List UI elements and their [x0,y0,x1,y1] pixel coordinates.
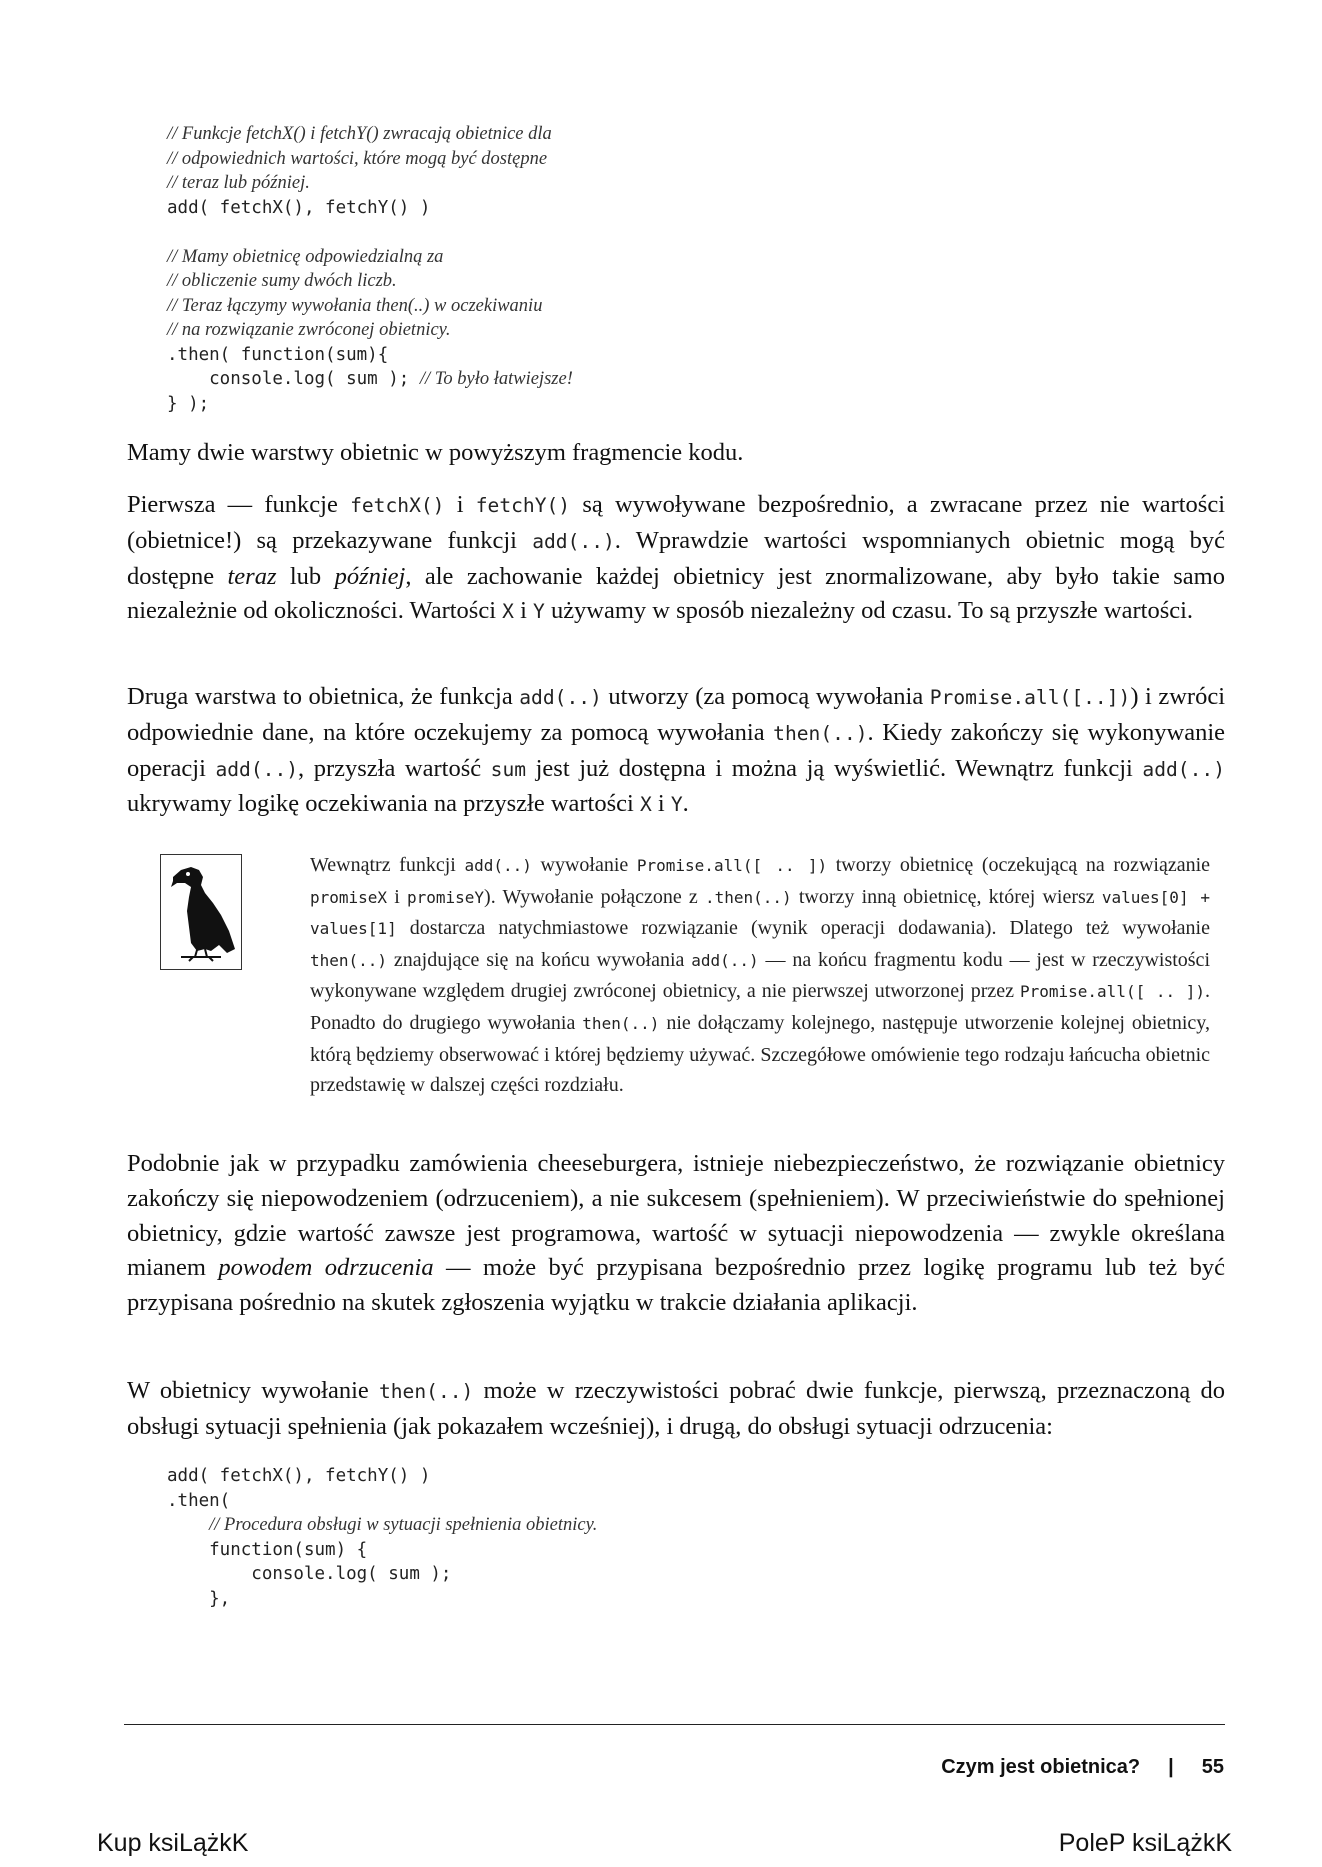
footer-rule [124,1724,1225,1725]
code-line [167,1562,597,1587]
text-run: , ale zachowanie każdej obietnicy jest znormalizowane, aby było takie samo niezależnie od okoliczności. Wartości [127,562,1225,625]
code-line [167,294,573,319]
text-run: może w rzeczywistości pobrać dwie funkcje, pierwszą, przeznaczoną do obsługi sytuacji spełnienia (jak pokazałem wcześniej), i drugą, do obsługi sytuacji odrzucenia: [127,1377,1225,1440]
inline-code: add(..) [464,856,532,875]
text-run: nie dołączamy kolejnego, następuje utworzenie kolejnej obietnicy, którą będziemy obserwować i której będziemy używać. Szczegółowe omówienie tego rodzaju łańcucha obietnic przedstawię w dalszej części rozdziału. [310,1011,1210,1097]
code-line [167,318,573,343]
text-run: i [651,790,671,818]
text-run: Druga warstwa to obietnica, że funkcja [127,683,520,710]
code-comment: // odpowiednich wartości, które mogą być dostępne [167,148,548,169]
code-line [167,1587,597,1612]
code-line [167,392,573,417]
footer-separator: | [1168,1756,1174,1778]
text-run: wywołanie [531,854,637,876]
code-comment: // To było łatwiejsze! [419,369,573,389]
text-run: . [682,790,689,818]
paragraph-first-layer [127,488,1225,630]
note-text [310,850,1210,1101]
inline-code: fetchY() [475,494,571,517]
code-text [167,1515,209,1535]
code-comment: // na rozwiązanie zwróconej obietnicy. [167,320,451,340]
crow-icon [161,855,241,969]
code-line [167,1489,597,1514]
text-run: , przyszła wartość [298,754,491,782]
code-line [167,122,573,147]
code-comment: // Funkcje fetchX() i fetchY() zwracają obietnice dla [167,124,552,144]
watermark-recommend-link[interactable]: PoleP ksiLążkK [1058,1829,1232,1857]
paragraph-intro: Mamy dwie warstwy obietnic w powyższym fragmencie kodu. [127,439,744,466]
inline-code: add(..) [532,529,615,553]
text-run: . Ponadto do drugiego wywołania [310,980,1210,1034]
text-run: znajdujące się na końcu wywołania [387,948,692,971]
code-line [167,171,573,196]
inline-code: Y [533,600,545,624]
text-run: — na końcu fragmentu kodu — jest w rzeczywistości wykonywane względem drugiej zwróconej obietnicy, a nie pierwszej utworzonej przez [310,948,1210,1003]
inline-code: add(..) [519,686,602,709]
code-text: } ); [167,393,210,414]
inline-code: fetchX() [350,494,445,517]
text-run: i [513,597,534,625]
code-line [167,1464,597,1489]
text-run: Pierwsza — funkcje [127,491,351,518]
paragraph-rejection [127,1147,1225,1321]
code-comment: // Mamy obietnicę odpowiedzialną za [167,246,444,267]
code-comment: // obliczenie sumy dwóch liczb. [167,271,397,291]
inline-code: add(..) [691,950,759,970]
inline-code: Promise.all([ .. ]) [1019,982,1205,1002]
text-run: ) i zwróci odpowiednie dane, na które oczekujemy za pomocą wywołania [127,683,1226,746]
text-run: używamy w sposób niezależny od czasu. To są przyszłe wartości. [544,597,1194,625]
code-text: console.log( sum ); [167,369,420,389]
code-line [167,1513,597,1538]
text-run: dostarcza natychmiastowe rozwiązanie (wynik operacji dodawania). Dlatego też wywołanie [396,917,1210,940]
inline-code: promiseY [406,887,485,907]
text-run: jest już dostępna i można ją wyświetlić. Wewnątrz funkcji [526,754,1143,782]
code-block-top [167,122,573,416]
code-comment: // teraz lub później. [167,173,310,193]
paragraph-second-layer [127,680,1225,823]
text-run: ukrywamy logikę oczekiwania na przyszłe wartości [127,790,640,818]
text-run: lub [276,562,335,590]
text-run: tworzy obietnicę (oczekującą na rozwiązanie [827,854,1211,876]
emphasis: teraz [227,562,277,590]
text-run: utworzy (za pomocą wywołania [601,683,930,710]
code-block-bottom [167,1464,597,1611]
paragraph-then-two-functions [127,1374,1225,1445]
inline-code: add(..) [1142,757,1225,781]
text-run: . Wprawdzie wartości wspomnianych obietnic mogą być dostępne [127,526,1225,590]
code-line [167,269,573,294]
page-footer [941,1756,1224,1779]
note-crow-icon [160,854,242,970]
page-number: 55 [1201,1756,1224,1778]
code-line [167,245,573,270]
footer-chapter-title: Czym jest obietnica? [941,1756,1141,1778]
text-run: — może być przypisana bezpośrednio przez logikę programu lub też być przypisana pośrednio na skutek zgłoszenia wyjątku w trakcie działania aplikacji. [127,1254,1225,1317]
text-run: są wywoływane bezpośrednio, a zwracane przez nie wartości (obietnice!) są przekazywane funkcji [127,491,1226,554]
inline-code: .then(..) [704,887,792,907]
code-line [167,343,573,368]
code-line [167,147,573,172]
inline-code: X [639,793,652,817]
inline-code: X [502,600,514,624]
watermark-buy-link[interactable]: Kup ksiLążkK [97,1829,249,1857]
inline-code: promiseX [310,887,388,907]
emphasis: powodem odrzucenia [218,1254,434,1282]
code-line [167,367,573,392]
code-text: .then( function(sum){ [167,344,389,365]
inline-code: then(..) [378,1380,474,1403]
code-text: }, [167,1588,231,1609]
code-text: add( fetchX(), fetchY() ) [167,197,431,218]
code-line [167,196,573,221]
emphasis: później [334,562,406,590]
text-run: i [387,885,407,908]
code-text: .then( [167,1490,231,1511]
inline-code: Promise.all([ .. ]) [636,856,828,875]
text-run: Wewnątrz funkcji [310,854,465,876]
code-text: function(sum) { [167,1539,368,1560]
inline-code: Promise.all([..]) [929,686,1131,709]
inline-code: then(..) [773,721,868,745]
code-comment: // Procedura obsługi w sytuacji spełnienia obietnicy. [209,1515,598,1535]
inline-code: sum [490,757,527,781]
inline-code: add(..) [215,757,299,781]
code-line [167,1538,597,1563]
text-run: tworzy inną obietnicę, której wiersz [791,885,1102,908]
inline-code: then(..) [582,1013,660,1033]
code-text: add( fetchX(), fetchY() ) [167,1466,431,1486]
text-run: ). Wywołanie połączone z [484,885,705,908]
text-run: . Kiedy zakończy się wykonywanie operacji [127,718,1226,782]
code-text: console.log( sum ); [167,1564,452,1584]
text-run: W obietnicy wywołanie [127,1377,379,1404]
code-comment: // Teraz łączymy wywołania then(..) w oczekiwaniu [167,295,543,316]
code-line [167,220,573,245]
inline-code: Y [670,793,683,817]
text-run: Podobnie jak w przypadku zamówienia cheeseburgera, istnieje niebezpieczeństwo, że rozwiązanie obietnicy zakończy się niepowodzeniem (odrzuceniem), a nie sukcesem (spełnieniem). W przeciwieństwie do spełnionej obietnicy, gdzie wartość zawsze jest programowa, wartość w sytuacji niepowodzenia — zwykle określana mianem [127,1150,1225,1282]
text-run: i [444,491,476,518]
inline-code: then(..) [310,950,388,970]
inline-code: values[0] + values[1] [310,887,1211,939]
